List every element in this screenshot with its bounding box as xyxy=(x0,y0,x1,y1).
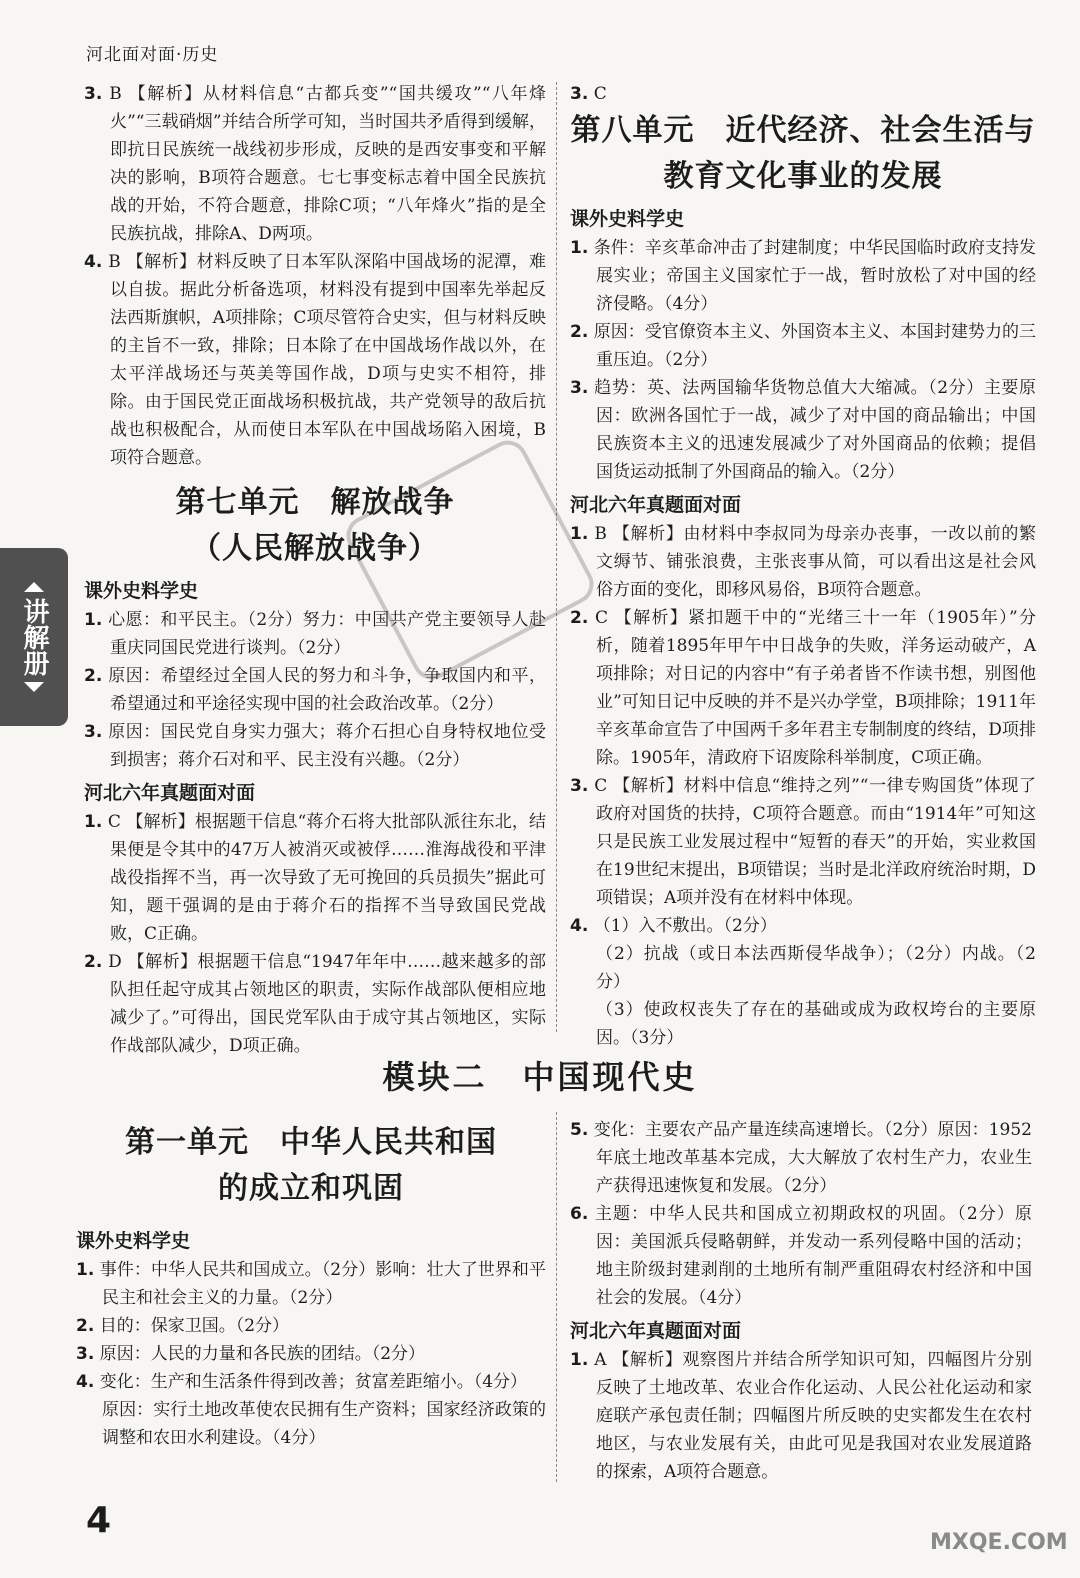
answer-item: 4. B 【解析】材料反映了日本军队深陷中国战场的泥潭，难以自拔。据此分析备选项，材料没有提到中国率先举起反法西斯旗帜，A项排除；C项尽管符合史实，但与材料反映的主旨不一致，排除；日本除了在中国战场作战以外，在太平洋战场还与英美等国作战，D项与史实不相符，排除。由于国民党正面战场积极抗战，共产党领导的敌后抗战也积极配合，从而使日本军队在中国战场陷入困境，B项符合题意。 xyxy=(84,252,546,468)
answer-item: 2. 原因：受官僚资本主义、外国资本主义、本国封建势力的三重压迫。（2分） xyxy=(570,322,1037,370)
answer-item: 2. 目的：保家卫国。（2分） xyxy=(76,1316,290,1336)
answer-item: 3. 原因：国民党自身实力强大；蒋介石担心自身特权地位受到损害；蒋介石对和平、民主没有兴趣。（2分） xyxy=(84,722,546,770)
answer-item: 3. C xyxy=(570,84,607,104)
answer-item: 6. 主题：中华人民共和国成立初期政权的巩固。（2分）原因：美国派兵侵略朝鲜，并发动一系列侵略中国的活动；地主阶级封建剥削的土地所有制严重阻碍农村经济和中国社会的发展。（4分） xyxy=(570,1204,1032,1308)
answer-item: 5. 变化：主要农产品产量连续高速增长。（2分）原因：1952年底土地改革基本完成，大大解放了农村生产力，农业生产获得迅速恢复和发展。（2分） xyxy=(570,1120,1032,1196)
right-column-bottom xyxy=(570,1116,1032,1486)
left-column-bottom xyxy=(76,1120,546,1452)
side-tab-label: 讲解册 xyxy=(19,598,49,676)
section-heading: 课外史料学史 xyxy=(570,208,685,230)
site-logo: MXQE.COM xyxy=(930,1530,1068,1555)
answer-item: 2. 原因：希望经过全国人民的努力和斗争，争取国内和平，希望通过和平途径实现中国的社会政治改革。（2分） xyxy=(84,666,546,714)
right-column-top xyxy=(570,80,1036,1052)
answer-item: 1. 条件：辛亥革命冲击了封建制度；中华民国临时政府支持发展实业；帝国主义国家忙于一战，暂时放松了对中国的经济侵略。（4分） xyxy=(570,238,1037,314)
answer-item: 1. 心愿：和平民主。（2分）努力：中国共产党主要领导人赴重庆同国民党进行谈判。（2分） xyxy=(84,610,546,658)
answer-subitem: （3）使政权丧失了存在的基础或成为政权垮台的主要原因。（3分） xyxy=(596,1000,1036,1048)
side-tab xyxy=(0,548,68,726)
section-heading: 河北六年真题面对面 xyxy=(570,494,742,516)
unit-title: 第八单元 近代经济、社会生活与 xyxy=(570,113,1036,148)
answer-item: 3. 原因：人民的力量和各民族的团结。（2分） xyxy=(76,1344,426,1364)
section-heading: 课外史料学史 xyxy=(84,580,199,602)
triangle-up-icon xyxy=(24,582,44,592)
answer-item: 1. A 【解析】观察图片并结合所学知识可知，四幅图片分别反映了土地改革、农业合作化运动、人民公社化运动和家庭联产承包责任制；四幅图片所反映的史实都发生在农村地区，与农业发展有关，由此可见是我国对农业发展道路的探索，A项符合题意。 xyxy=(570,1350,1033,1482)
module-title: 模块二 中国现代史 xyxy=(382,1058,698,1096)
answer-item: 2. D 【解析】根据题干信息“1947年年中……越来越多的部队担任起守成其占领地区的职责，实际作战部队便相应地减少了。”可得出，国民党军队由于成守其占领地区，实际作战部队减少，D项正确。 xyxy=(84,952,546,1056)
answer-item: 1. 事件：中华人民共和国成立。（2分）影响：壮大了世界和平民主和社会主义的力量。（2分） xyxy=(76,1260,546,1308)
answer-item: 4. （1）入不敷出。（2分） xyxy=(570,916,777,936)
answer-item: 3. C 【解析】材料中信息“维持之列”“一律专购国货”体现了政府对国货的扶持，C项符合题意。而由“1914年”可知这只是民族工业发展过程中“短暂的春天”的开始，实业救国在19世纪末提出，B项错误；当时是北洋政府统治时期，D项错误；A项并没有在材料中体现。 xyxy=(570,776,1036,908)
answer-item: 1. B 【解析】由材料中李叔同为母亲办丧事，一改以前的繁文缛节、铺张浪费，主张丧事从简，可以看出这是社会风俗方面的变化，即移风易俗，B项符合题意。 xyxy=(570,524,1036,600)
unit-subtitle: （人民解放战争） xyxy=(191,531,439,566)
page-number: 4 xyxy=(86,1500,112,1541)
column-divider-bottom xyxy=(556,1112,557,1482)
answer-item: 2. C 【解析】紧扣题干中的“光绪三十一年（1905年）”分析，随着1895年甲午中日战争的失败，洋务运动破产，A项排除；对日记的内容中“有子弟者皆不作读书想，别图他业”可知日记中反映的并不是兴办学堂，B项排除；1911年辛亥革命宣告了中国两千多年君主专制制度的终结，D项排除。1905年，清政府下诏废除科举制度，C项正确。 xyxy=(570,608,1036,768)
answer-item: 3. B 【解析】从材料信息“古都兵变”“国共缓攻”“八年烽火”“三载硝烟”并结合所学可知，当时国共矛盾得到缓解，即抗日民族统一战线初步形成，反映的是西安事变和平解决的影响，B项符合题意。七七事变标志着中国全民族抗战的开始，不符合题意，排除C项；“八年烽火”指的是全民族抗战，排除A、D两项。 xyxy=(84,84,546,244)
unit-title: 第七单元 解放战争 xyxy=(175,485,455,520)
unit-subtitle: 教育文化事业的发展 xyxy=(663,159,943,194)
running-header: 河北面对面·历史 xyxy=(86,45,219,65)
answer-subitem: 原因：实行土地改革使农民拥有生产资料；国家经济政策的调整和农田水利建设。（4分） xyxy=(102,1400,546,1448)
answer-item: 4. 变化：生产和生活条件得到改善；贫富差距缩小。（4分） xyxy=(76,1372,528,1392)
section-heading: 河北六年真题面对面 xyxy=(84,782,256,804)
section-heading: 河北六年真题面对面 xyxy=(570,1320,742,1342)
unit-subtitle: 的成立和巩固 xyxy=(218,1171,404,1206)
section-heading: 课外史料学史 xyxy=(76,1230,191,1252)
answer-item: 1. C 【解析】根据题干信息“蒋介石将大批部队派往东北，结果便是令其中的47万人被消灭或被俘……淮海战役和平津战役指挥不当，再一次导致了无可挽回的兵员损失”据此可知，题干强调的是由于蒋介石的指挥不当导致国民党战败，C正确。 xyxy=(84,812,546,944)
answer-item: 3. 趋势：英、法两国输华货物总值大大缩减。（2分）主要原因：欧洲各国忙于一战，减少了对中国的商品输出；中国民族资本主义的迅速发展减少了对外国商品的依赖；提倡国货运动抵制了外国商品的输入。（2分） xyxy=(570,378,1036,482)
triangle-down-icon xyxy=(24,682,44,692)
answer-subitem: （2）抗战（或日本法西斯侵华战争）；（2分）内战。（2分） xyxy=(596,944,1036,992)
unit-title: 第一单元 中华人民共和国 xyxy=(125,1125,497,1160)
